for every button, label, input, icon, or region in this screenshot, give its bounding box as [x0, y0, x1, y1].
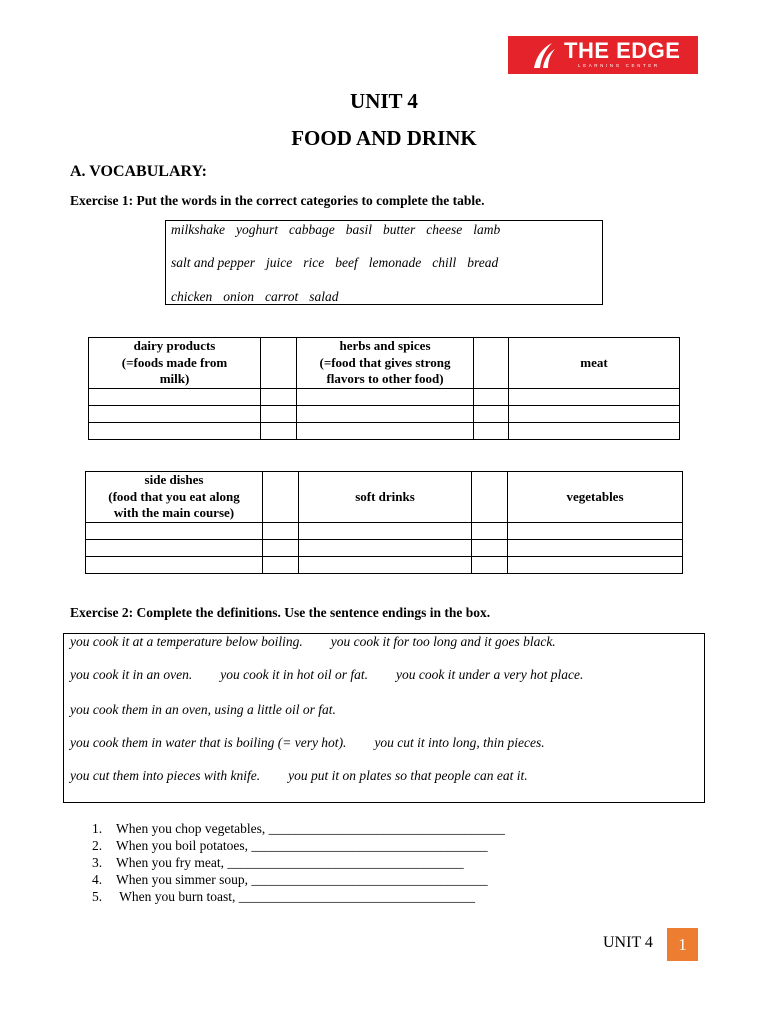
answer-cell[interactable]: [263, 540, 299, 557]
unit-title: UNIT 4: [350, 89, 418, 113]
sail-logo-icon: [530, 41, 558, 69]
answer-cell[interactable]: [472, 523, 508, 540]
word-item: cheese: [426, 222, 463, 237]
answer-cell[interactable]: [263, 557, 299, 574]
word-item: cabbage: [288, 222, 335, 237]
word-item: milkshake: [171, 222, 225, 237]
question-item[interactable]: 2. When you boil potatoes, ___________________________________: [92, 838, 488, 853]
ending-item: you cook them in an oven, using a little oil or fat.: [70, 702, 336, 717]
answer-cell[interactable]: [89, 389, 261, 406]
exercise1-instruction: Exercise 1: Put the words in the correct categories to complete the table.: [70, 193, 485, 208]
exercise2-instruction: Exercise 2: Complete the definitions. Use the sentence endings in the box.: [70, 605, 491, 620]
word-line: [171, 222, 511, 238]
answer-cell[interactable]: [474, 423, 509, 440]
answer-cell[interactable]: [509, 406, 680, 423]
header-herbs-and-spices: herbs and spices (=food that gives strong flavors to other food): [297, 338, 474, 389]
header-soft-drinks: soft drinks: [299, 472, 472, 523]
ending-line: [70, 634, 584, 650]
answer-cell[interactable]: [86, 557, 263, 574]
category-table-1: [88, 337, 680, 440]
word-line: [171, 255, 509, 271]
answer-cell[interactable]: [86, 523, 263, 540]
spacer-cell: [263, 472, 299, 523]
word-item: carrot: [264, 289, 299, 304]
question-item[interactable]: 3. When you fry meat, ___________________________________: [92, 855, 464, 870]
question-list: [92, 820, 505, 905]
category-table-2: [85, 471, 683, 574]
answer-cell[interactable]: [474, 406, 509, 423]
answer-row: [86, 557, 683, 574]
spacer-cell: [474, 338, 509, 389]
word-item: beef: [335, 255, 358, 270]
word-item: juice: [266, 255, 293, 270]
answer-cell[interactable]: [263, 523, 299, 540]
answer-cell[interactable]: [299, 540, 472, 557]
ending-item: you cook it in an oven.: [70, 667, 193, 682]
page-number-badge: 1: [667, 928, 698, 961]
ending-line: [70, 768, 556, 784]
word-line: [171, 289, 350, 305]
answer-cell[interactable]: [474, 389, 509, 406]
question-item[interactable]: 5. When you burn toast, ___________________________________: [92, 889, 475, 904]
ending-item: you cook them in water that is boiling (= very hot).: [70, 735, 347, 750]
answer-cell[interactable]: [297, 423, 474, 440]
answer-cell[interactable]: [261, 423, 297, 440]
answer-row: [89, 406, 680, 423]
ending-item: you cook it under a very hot place.: [395, 667, 584, 682]
header-side-dishes: side dishes (food that you eat along with the main course): [86, 472, 263, 523]
word-item: chicken: [171, 289, 213, 304]
answer-cell[interactable]: [299, 523, 472, 540]
word-item: lamb: [473, 222, 501, 237]
header-dairy-products: dairy products (=foods made from milk): [89, 338, 261, 389]
answer-cell[interactable]: [472, 540, 508, 557]
sentence-endings-box: [63, 633, 705, 803]
word-item: butter: [382, 222, 416, 237]
word-item: onion: [223, 289, 254, 304]
answer-cell[interactable]: [261, 389, 297, 406]
spacer-cell: [261, 338, 297, 389]
answer-cell[interactable]: [509, 389, 680, 406]
ending-item: you cook it for too long and it goes black.: [330, 634, 556, 649]
brand-logo: [508, 36, 698, 74]
ending-line: [70, 667, 611, 683]
ending-item: you cook it at a temperature below boiling.: [70, 634, 303, 649]
logo-brand-text: THE EDGE: [564, 38, 681, 63]
answer-cell[interactable]: [508, 540, 683, 557]
ending-item: you cut them into pieces with knife.: [70, 768, 261, 783]
word-item: lemonade: [368, 255, 422, 270]
answer-row: [89, 389, 680, 406]
answer-cell[interactable]: [297, 406, 474, 423]
answer-cell[interactable]: [472, 557, 508, 574]
word-item: salt and pepper: [171, 255, 255, 270]
answer-cell[interactable]: [86, 540, 263, 557]
answer-row: [86, 523, 683, 540]
ending-line: [70, 702, 364, 718]
answer-cell[interactable]: [509, 423, 680, 440]
answer-row: [86, 540, 683, 557]
header-meat: meat: [509, 338, 680, 389]
answer-cell[interactable]: [89, 406, 261, 423]
topic-title: FOOD AND DRINK: [291, 126, 477, 150]
answer-cell[interactable]: [89, 423, 261, 440]
answer-cell[interactable]: [508, 523, 683, 540]
answer-cell[interactable]: [508, 557, 683, 574]
word-item: basil: [345, 222, 372, 237]
section-a-heading: A. VOCABULARY:: [70, 163, 207, 180]
word-item: bread: [467, 255, 499, 270]
word-box: [165, 220, 603, 305]
ending-item: you cook it in hot oil or fat.: [220, 667, 368, 682]
word-item: rice: [303, 255, 325, 270]
header-vegetables: vegetables: [508, 472, 683, 523]
word-item: yoghurt: [235, 222, 278, 237]
spacer-cell: [472, 472, 508, 523]
ending-item: you put it on plates so that people can eat it.: [288, 768, 528, 783]
logo-sub-text: LEARNING CENTER: [578, 63, 660, 68]
answer-row: [89, 423, 680, 440]
word-item: chill: [432, 255, 457, 270]
question-item[interactable]: 1. When you chop vegetables, ___________________________________: [92, 821, 505, 836]
answer-cell[interactable]: [297, 389, 474, 406]
ending-line: [70, 735, 573, 751]
answer-cell[interactable]: [299, 557, 472, 574]
question-item[interactable]: 4. When you simmer soup, ___________________________________: [92, 872, 488, 887]
ending-item: you cut it into long, thin pieces.: [374, 735, 545, 750]
word-item: salad: [309, 289, 339, 304]
footer-unit-label: UNIT 4: [603, 934, 653, 951]
answer-cell[interactable]: [261, 406, 297, 423]
